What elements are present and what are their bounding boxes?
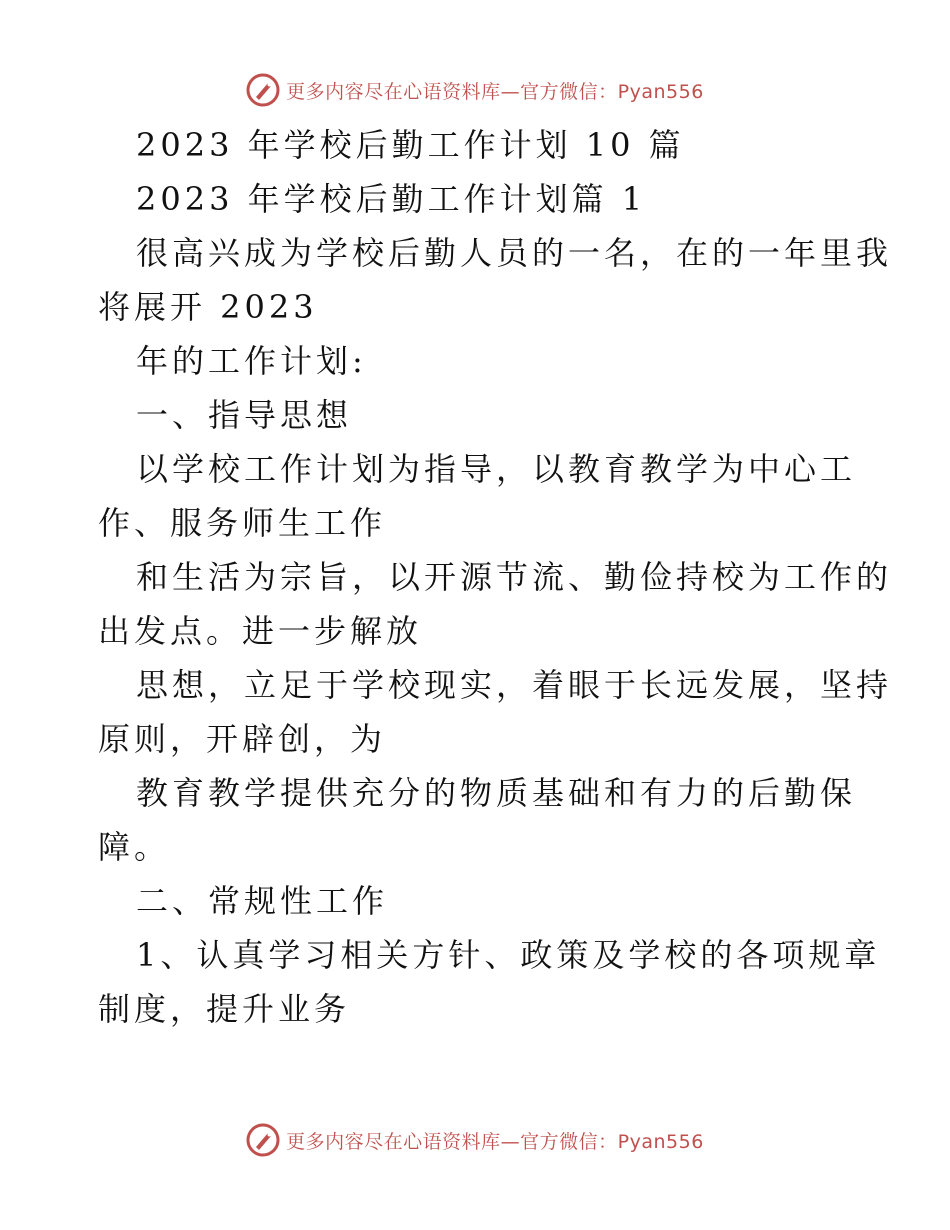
document-body [98, 118, 893, 1036]
paragraph-line: 原则，开辟创，为 [98, 720, 387, 758]
footer-banner-text: 更多内容尽在心语资料库—官方微信：Pyan556 [286, 1130, 704, 1153]
header-banner [0, 70, 950, 110]
paragraph-line: 将展开 2023 [98, 288, 318, 326]
paragraph-line: 很高兴成为学校后勤人员的一名，在的一年里我 [136, 234, 893, 272]
pen-nib-logo-icon [246, 73, 280, 107]
paragraph-line: 教育教学提供充分的物质基础和有力的后勤保 [136, 774, 857, 812]
paragraph-line: 和生活为宗旨，以开源节流、勤俭持校为工作的 [136, 558, 893, 596]
paragraph-line: 思想，立足于学校现实，着眼于长远发展，坚持 [136, 666, 893, 704]
paragraph-line: 制度，提升业务 [98, 990, 351, 1028]
document-title: 2023 年学校后勤工作计划 10 篇 [136, 126, 685, 164]
header-banner-text: 更多内容尽在心语资料库—官方微信：Pyan556 [286, 80, 704, 103]
paragraph-line: 障。 [98, 828, 171, 866]
section-heading: 一、指导思想 [136, 396, 353, 434]
pen-nib-logo-icon [246, 1123, 280, 1157]
footer-banner [0, 1120, 950, 1160]
document-subtitle: 2023 年学校后勤工作计划篇 1 [136, 180, 647, 218]
paragraph-line: 1、认真学习相关方针、政策及学校的各项规章 [136, 936, 881, 974]
paragraph-line: 出发点。进一步解放 [98, 612, 423, 650]
paragraph-line: 以学校工作计划为指导，以教育教学为中心工 [136, 450, 857, 488]
paragraph-line: 年的工作计划: [136, 342, 367, 380]
section-heading: 二、常规性工作 [136, 882, 389, 920]
paragraph-line: 作、服务师生工作 [98, 504, 387, 542]
